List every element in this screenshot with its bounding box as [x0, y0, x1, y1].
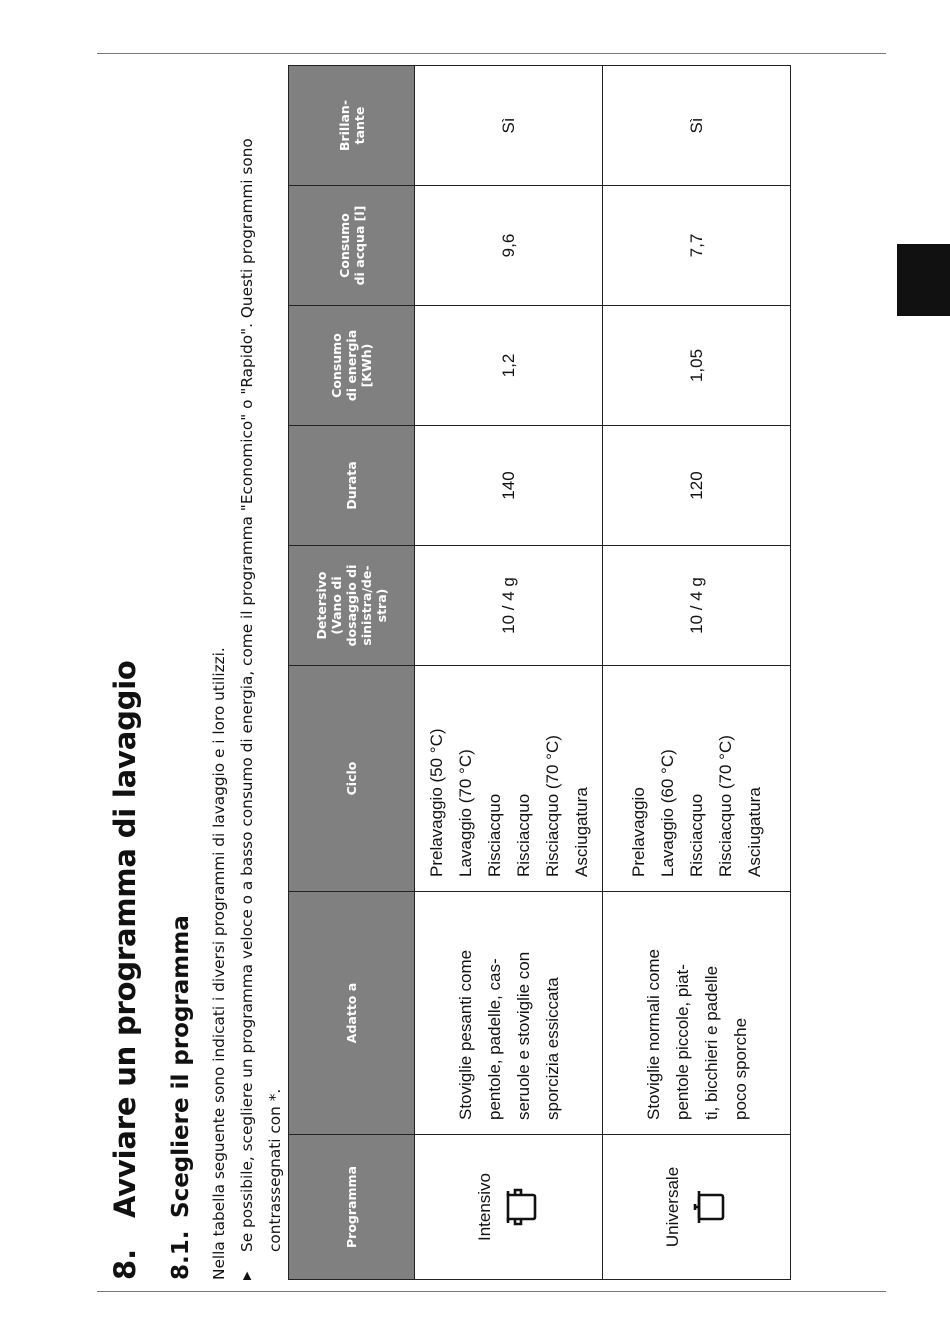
adatto-line: Stoviglie pesanti come: [455, 949, 475, 1120]
brillantante-cell: Sì: [603, 66, 791, 186]
adatto-line: pentole piccole, piat-: [672, 964, 692, 1120]
top-rule: [97, 53, 886, 54]
header-acqua-l1: Consumo: [336, 213, 352, 278]
intro-paragraph: Nella tabella seguente sono indicati i diversi programmi di lavaggio e i loro utilizzi.: [210, 647, 228, 1280]
chapter-tab-marker: [897, 244, 950, 316]
tip-text: Se possibile, scegliere un programma veloce o a basso consumo di energia, come il programma "Economico" o "Rapido". Questi programmi sono contrassegnati con *.: [238, 138, 284, 1252]
program-cell: [603, 1135, 791, 1280]
adatto-cell: [415, 892, 603, 1135]
header-energia-l1: Consumo: [329, 333, 344, 398]
adatto-line: seruole e stoviglie con: [513, 951, 533, 1120]
ciclo-step: Risciacquo: [687, 793, 706, 877]
header-ciclo: Ciclo: [289, 666, 415, 892]
ciclo-step: Risciacquo: [484, 793, 504, 877]
durata-cell: 120: [603, 426, 791, 546]
header-brillantante-l2: tante: [351, 106, 367, 145]
pot-with-lid-icon: [691, 1187, 736, 1227]
header-detersivo-l4: sinistra/de-: [359, 565, 374, 646]
ciclo-step: Prelavaggio (50 °C): [426, 728, 446, 877]
table-row: [415, 66, 603, 1280]
adatto-line: ti, bicchieri e padelle: [701, 965, 721, 1120]
header-acqua: [289, 186, 415, 306]
header-programma: Programma: [289, 1135, 415, 1280]
chapter-number: 8.: [108, 1248, 142, 1280]
header-brillantante: [289, 66, 415, 186]
ciclo-step: Asciugatura: [745, 787, 764, 877]
detersivo-cell: 10 / 4 g: [603, 546, 791, 666]
ciclo-cell: [603, 666, 791, 892]
adatto-line: poco sporche: [730, 1017, 750, 1120]
tip-bullet: [233, 100, 289, 1280]
header-durata: Durata: [289, 426, 415, 546]
header-brillantante-l1: Brillan-: [336, 99, 352, 152]
ciclo-step: Asciugatura: [571, 787, 591, 877]
ciclo-step: Risciacquo (70 °C): [716, 735, 735, 877]
triangle-bullet-icon: ▶: [240, 1271, 253, 1280]
adatto-line: Stoviglie normali come: [643, 948, 663, 1120]
header-energia: [289, 306, 415, 426]
ciclo-step: Lavaggio (70 °C): [455, 749, 475, 877]
acqua-cell: 7,7: [603, 186, 791, 306]
detersivo-cell: 10 / 4 g: [415, 546, 603, 666]
header-detersivo: [289, 546, 415, 666]
energia-cell: 1,05: [603, 306, 791, 426]
header-adatto: Adatto a: [289, 892, 415, 1135]
header-acqua-l2: di acqua [l]: [351, 205, 367, 286]
adatto-line: pentole, padelle, cas-: [484, 958, 504, 1120]
ciclo-step: Risciacquo (70 °C): [542, 735, 562, 877]
section-heading: [159, 915, 203, 1280]
section-title: Scegliere il programma: [168, 915, 194, 1218]
rotated-page-content: [95, 80, 795, 1280]
section-number: 8.1.: [168, 1230, 194, 1280]
program-table: [288, 65, 791, 1280]
table-header-row: [289, 66, 415, 1280]
header-detersivo-l1: Detersivo: [314, 571, 329, 640]
ciclo-step: Lavaggio (60 °C): [658, 749, 677, 877]
chapter-heading: [95, 660, 155, 1280]
adatto-line: sporcizia essiccata: [542, 977, 562, 1120]
pot-with-handles-icon: [503, 1187, 548, 1227]
header-detersivo-l2: (Vano di: [329, 576, 344, 635]
brillantante-cell: Sì: [415, 66, 603, 186]
acqua-cell: 9,6: [415, 186, 603, 306]
header-energia-l2: di energia: [344, 329, 359, 402]
header-energia-l3: [KWh): [359, 343, 374, 388]
program-name: Universale: [662, 1166, 682, 1248]
chapter-title: Avviare un programma di lavaggio: [108, 660, 142, 1218]
adatto-cell: [603, 892, 791, 1135]
program-cell: [415, 1135, 603, 1280]
table-row: [603, 66, 791, 1280]
ciclo-cell: [415, 666, 603, 892]
ciclo-step: Prelavaggio: [629, 787, 648, 877]
energia-cell: 1,2: [415, 306, 603, 426]
ciclo-step: Risciacquo: [513, 793, 533, 877]
durata-cell: 140: [415, 426, 603, 546]
header-detersivo-l3: dosaggio di: [344, 564, 359, 647]
bottom-rule: [97, 1291, 886, 1292]
program-name: Intensivo: [474, 1172, 494, 1242]
header-detersivo-l5: stra): [374, 588, 389, 623]
